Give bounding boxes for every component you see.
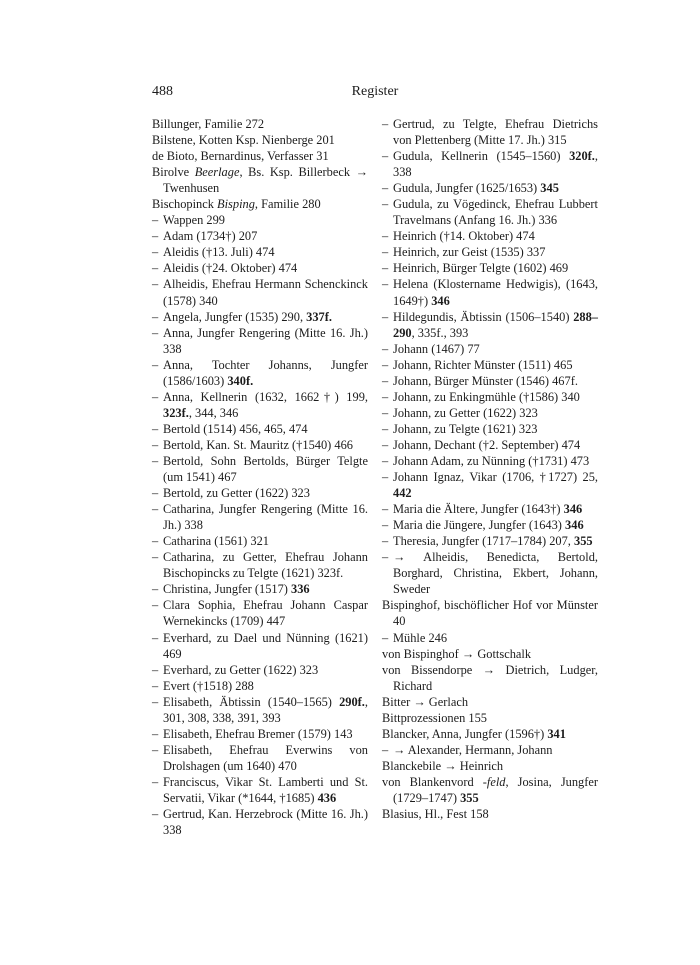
- subentry-dash: –: [382, 518, 389, 533]
- entry-text: Johann, Richter Münster (1511) 465: [393, 357, 573, 372]
- subentry-dash: –: [382, 357, 389, 372]
- entry-text: Elisabeth, Ehefrau Everwins von Drolshagen (um 1640) 470: [163, 742, 368, 773]
- entry-text: Bilstene, Kotten Ksp. Nienberge 201: [152, 133, 335, 148]
- index-subentry: [382, 533, 598, 549]
- entry-text: Heinrich (†14. Oktober) 474: [393, 229, 535, 244]
- subentry-dash: –: [152, 630, 159, 645]
- entry-text: Anna, Kellnerin (1632, 1662†) 199,: [163, 389, 368, 404]
- subentry-dash: –: [152, 261, 159, 276]
- index-subentry: [382, 148, 598, 180]
- entry-text: von Bispinghof → Gottschalk: [382, 646, 532, 661]
- index-entry: [382, 726, 598, 742]
- index-column-left: [152, 116, 368, 838]
- page-header: [152, 84, 598, 104]
- subentry-dash: –: [382, 373, 389, 388]
- index-subentry: [152, 774, 368, 806]
- index-subentry: [152, 325, 368, 357]
- index-subentry: [382, 260, 598, 276]
- entry-text: Franciscus, Vikar St. Lamberti und St. Servatii, Vikar (*1644, †1685): [163, 774, 368, 805]
- entry-text: Blancker, Anna, Jungfer (1596†): [382, 726, 548, 741]
- entry-text: Mühle 246: [393, 630, 448, 645]
- subentry-dash: –: [152, 277, 159, 292]
- entry-text: Christina, Jungfer (1517): [163, 582, 292, 597]
- entry-text: Blanckebile → Heinrich: [382, 758, 504, 773]
- italic-term: -feld: [482, 774, 506, 789]
- subentry-dash: –: [152, 742, 159, 757]
- entry-text: Angela, Jungfer (1535) 290,: [163, 309, 307, 324]
- entry-text: von Blankenvord: [382, 774, 483, 789]
- entry-text: Gudula, Kellnerin (1545–1560): [393, 149, 570, 164]
- italic-term: Beerlage: [194, 165, 240, 180]
- subentry-dash: –: [382, 197, 389, 212]
- index-subentry: [382, 228, 598, 244]
- subentry-dash: –: [152, 550, 159, 565]
- bold-page-ref: 323f.: [163, 405, 189, 420]
- bold-page-ref: 320f.: [569, 149, 595, 164]
- bold-page-ref: 340f.: [227, 373, 254, 388]
- entry-text: Elisabeth, Ehefrau Bremer (1579) 143: [163, 726, 353, 741]
- entry-text: Gudula, zu Vögedinck, Ehefrau Lubbert Travelmans (Anfang 16. Jh.) 336: [393, 197, 598, 228]
- entry-text: Hildegundis, Äbtissin (1506–1540): [393, 309, 574, 324]
- index-entry: [382, 758, 598, 774]
- entry-text: → Alexander, Hermann, Johann: [393, 742, 553, 757]
- entry-text: , 344, 346: [188, 405, 239, 420]
- index-subentry: [382, 373, 598, 389]
- entry-text: Gudula, Jungfer (1625/1653): [393, 181, 541, 196]
- subentry-dash: –: [152, 437, 159, 452]
- entry-text: Maria die Ältere, Jungfer (1643†): [393, 502, 564, 517]
- index-subentry: [152, 549, 368, 581]
- subentry-dash: –: [152, 807, 159, 822]
- page-number: 488: [152, 84, 173, 99]
- entry-text: , 301, 308, 338, 391, 393: [163, 694, 368, 725]
- entry-text: Aleidis (†24. Oktober) 474: [163, 261, 298, 276]
- index-subentry: [382, 180, 598, 196]
- entry-text: von Bissendorpe → Dietrich, Ludger, Richard: [382, 662, 598, 693]
- index-subentry: [382, 549, 598, 597]
- bold-page-ref: 346: [431, 293, 450, 308]
- entry-text: Elisabeth, Äbtissin (1540–1565): [163, 694, 340, 709]
- index-subentry: [152, 501, 368, 533]
- index-subentry: [152, 678, 368, 694]
- bold-page-ref: 346: [565, 518, 584, 533]
- index-subentry: [382, 341, 598, 357]
- index-entry: [382, 806, 598, 822]
- entry-text: Blasius, Hl., Fest 158: [382, 807, 489, 822]
- index-subentry: [152, 533, 368, 549]
- index-subentry: [152, 212, 368, 228]
- entry-text: Johann, zu Telgte (1621) 323: [393, 421, 538, 436]
- index-entry: [152, 116, 368, 132]
- subentry-dash: –: [382, 534, 389, 549]
- index-subentry: [382, 405, 598, 421]
- subentry-dash: –: [382, 630, 389, 645]
- entry-text: Johann Adam, zu Nünning (†1731) 473: [393, 453, 590, 468]
- index-subentry: [382, 630, 598, 646]
- index-subentry: [382, 469, 598, 501]
- bold-page-ref: 290f.: [339, 694, 365, 709]
- entry-text: Bertold, Sohn Bertolds, Bürger Telgte (um 1541) 467: [163, 453, 368, 485]
- index-subentry: [382, 421, 598, 437]
- entry-text: Bischopinck: [152, 197, 218, 212]
- index-subentry: [382, 244, 598, 260]
- index-subentry: [152, 453, 368, 485]
- index-subentry: [382, 453, 598, 469]
- entry-text: Heinrich, zur Geist (1535) 337: [393, 245, 546, 260]
- entry-text: , Bs. Ksp. Billerbeck → Twenhusen: [163, 165, 368, 196]
- subentry-dash: –: [382, 309, 389, 324]
- subentry-dash: –: [382, 742, 389, 757]
- index-entry: [152, 196, 368, 212]
- index-entry: [152, 132, 368, 148]
- subentry-dash: –: [152, 421, 159, 436]
- subentry-dash: –: [152, 213, 159, 228]
- bold-page-ref: 337f.: [306, 309, 332, 324]
- subentry-dash: –: [382, 405, 389, 420]
- index-subentry: [152, 581, 368, 597]
- bold-page-ref: 288–290: [393, 309, 598, 340]
- index-subentry: [152, 228, 368, 244]
- subentry-dash: –: [152, 598, 159, 613]
- index-subentry: [382, 116, 598, 148]
- index-entry: [382, 646, 598, 662]
- entry-text: Johann Ignaz, Vikar (1706, †1727) 25,: [393, 470, 598, 485]
- index-column-right: [382, 116, 598, 822]
- subentry-dash: –: [382, 261, 389, 276]
- entry-text: Bertold, zu Getter (1622) 323: [163, 486, 310, 501]
- subentry-dash: –: [382, 453, 389, 468]
- index-subentry: [382, 501, 598, 517]
- entry-text: Anna, Jungfer Rengering (Mitte 16. Jh.) 338: [163, 325, 368, 356]
- index-subentry: [152, 485, 368, 501]
- entry-text: Wappen 299: [163, 213, 225, 228]
- index-subentry: [152, 421, 368, 437]
- entry-text: Adam (1734†) 207: [163, 229, 258, 244]
- entry-text: → Alheidis, Benedicta, Bertold, Borghard, Christina, Ekbert, Johann, Sweder: [393, 550, 598, 597]
- entry-text: , Josina, Jungfer (1729–1747): [393, 774, 598, 805]
- entry-text: Everhard, zu Getter (1622) 323: [163, 662, 319, 677]
- entry-text: Billunger, Familie 272: [152, 117, 265, 131]
- index-subentry: [152, 726, 368, 742]
- entry-text: Johann, zu Enkingmühle (†1586) 340: [393, 389, 580, 404]
- index-subentry: [382, 276, 598, 308]
- entry-text: Theresia, Jungfer (1717–1784) 207,: [393, 534, 574, 549]
- bold-page-ref: 355: [460, 790, 479, 805]
- subentry-dash: –: [152, 678, 159, 693]
- bold-page-ref: 355: [574, 534, 593, 549]
- entry-text: Evert (†1518) 288: [163, 678, 254, 693]
- subentry-dash: –: [152, 325, 159, 340]
- bold-page-ref: 341: [547, 726, 566, 741]
- index-entry: [152, 148, 368, 164]
- index-subentry: [152, 662, 368, 678]
- index-subentry: [152, 309, 368, 325]
- subentry-dash: –: [152, 774, 159, 789]
- subentry-dash: –: [382, 421, 389, 436]
- entry-text: Johann, Dechant (†2. September) 474: [393, 437, 581, 452]
- subentry-dash: –: [382, 502, 389, 517]
- entry-text: Catharina (1561) 321: [163, 534, 269, 549]
- index-subentry: [152, 806, 368, 838]
- index-subentry: [152, 597, 368, 629]
- subentry-dash: –: [382, 117, 389, 131]
- subentry-dash: –: [382, 229, 389, 244]
- entry-text: Gertrud, zu Telgte, Ehefrau Dietrichs von Plettenberg (Mitte 17. Jh.) 315: [393, 117, 598, 148]
- index-entry: [152, 164, 368, 196]
- index-entry: [382, 710, 598, 726]
- subentry-dash: –: [152, 389, 159, 404]
- subentry-dash: –: [152, 534, 159, 549]
- index-subentry: [152, 437, 368, 453]
- index-subentry: [152, 742, 368, 774]
- entry-text: Alheidis, Ehefrau Hermann Schenckinck (1578) 340: [163, 277, 368, 308]
- entry-text: Johann (1467) 77: [393, 341, 480, 356]
- index-subentry: [382, 309, 598, 341]
- index-subentry: [152, 630, 368, 662]
- entry-text: Maria die Jüngere, Jungfer (1643): [393, 518, 566, 533]
- subentry-dash: –: [152, 453, 159, 468]
- index-subentry: [152, 260, 368, 276]
- bold-page-ref: 336: [291, 582, 310, 597]
- bold-page-ref: 436: [317, 790, 337, 805]
- subentry-dash: –: [382, 550, 389, 565]
- bold-page-ref: 442: [393, 486, 412, 501]
- index-entry: [382, 597, 598, 629]
- subentry-dash: –: [382, 341, 389, 356]
- entry-text: Everhard, zu Dael und Nünning (1621) 469: [163, 630, 368, 661]
- index-subentry: [152, 389, 368, 421]
- entry-text: Bertold (1514) 456, 465, 474: [163, 421, 308, 436]
- subentry-dash: –: [152, 357, 159, 372]
- subentry-dash: –: [382, 470, 389, 485]
- entry-text: Catharina, zu Getter, Ehefrau Johann Bischopincks zu Telgte (1621) 323f.: [163, 550, 368, 581]
- subentry-dash: –: [382, 437, 389, 452]
- entry-text: Helena (Klostername Hedwigis), (1643, 1649†): [393, 277, 598, 308]
- index-subentry: [382, 742, 598, 758]
- entry-text: Bertold, Kan. St. Mauritz (†1540) 466: [163, 437, 353, 452]
- entry-text: Anna, Tochter Johanns, Jungfer (1586/1603): [163, 357, 368, 388]
- entry-text: Birolve: [152, 165, 195, 180]
- subentry-dash: –: [152, 502, 159, 517]
- subentry-dash: –: [382, 389, 389, 404]
- index-subentry: [152, 357, 368, 389]
- subentry-dash: –: [152, 662, 159, 677]
- subentry-dash: –: [382, 181, 389, 196]
- index-subentry: [152, 276, 368, 308]
- index-subentry: [152, 694, 368, 726]
- subentry-dash: –: [382, 149, 389, 164]
- italic-term: Bisping: [217, 197, 255, 212]
- subentry-dash: –: [152, 245, 159, 260]
- index-entry: [382, 662, 598, 694]
- index-subentry: [382, 357, 598, 373]
- index-subentry: [382, 196, 598, 228]
- index-subentry: [382, 389, 598, 405]
- subentry-dash: –: [152, 726, 159, 741]
- entry-text: Johann, Bürger Münster (1546) 467f.: [393, 373, 578, 388]
- entry-text: Heinrich, Bürger Telgte (1602) 469: [393, 261, 569, 276]
- entry-text: Bispinghof, bischöflicher Hof vor Münster 40: [382, 598, 598, 629]
- index-entry: [382, 694, 598, 710]
- entry-text: Gertrud, Kan. Herzebrock (Mitte 16. Jh.) 338: [163, 807, 368, 838]
- entry-text: , Familie 280: [254, 197, 321, 212]
- index-entry: [382, 774, 598, 806]
- subentry-dash: –: [152, 694, 159, 709]
- entry-text: , 338: [393, 149, 598, 180]
- entry-text: Bitter → Gerlach: [382, 694, 469, 709]
- entry-text: Catharina, Jungfer Rengering (Mitte 16. Jh.) 338: [163, 502, 368, 533]
- subentry-dash: –: [382, 277, 389, 292]
- bold-page-ref: 346: [563, 502, 583, 517]
- subentry-dash: –: [152, 486, 159, 501]
- index-subentry: [152, 244, 368, 260]
- entry-text: Clara Sophia, Ehefrau Johann Caspar Wernekincks (1709) 447: [163, 598, 368, 629]
- subentry-dash: –: [152, 229, 159, 244]
- entry-text: , 335f., 393: [411, 325, 469, 340]
- subentry-dash: –: [152, 309, 159, 324]
- index-subentry: [382, 517, 598, 533]
- entry-text: Bittprozessionen 155: [382, 710, 487, 725]
- entry-text: Johann, zu Getter (1622) 323: [393, 405, 538, 420]
- index-subentry: [382, 437, 598, 453]
- subentry-dash: –: [152, 582, 159, 597]
- subentry-dash: –: [382, 245, 389, 260]
- running-head: Register: [351, 84, 399, 99]
- entry-text: de Bioto, Bernardinus, Verfasser 31: [152, 149, 329, 164]
- entry-text: Aleidis (†13. Juli) 474: [163, 245, 275, 260]
- bold-page-ref: 345: [540, 181, 559, 196]
